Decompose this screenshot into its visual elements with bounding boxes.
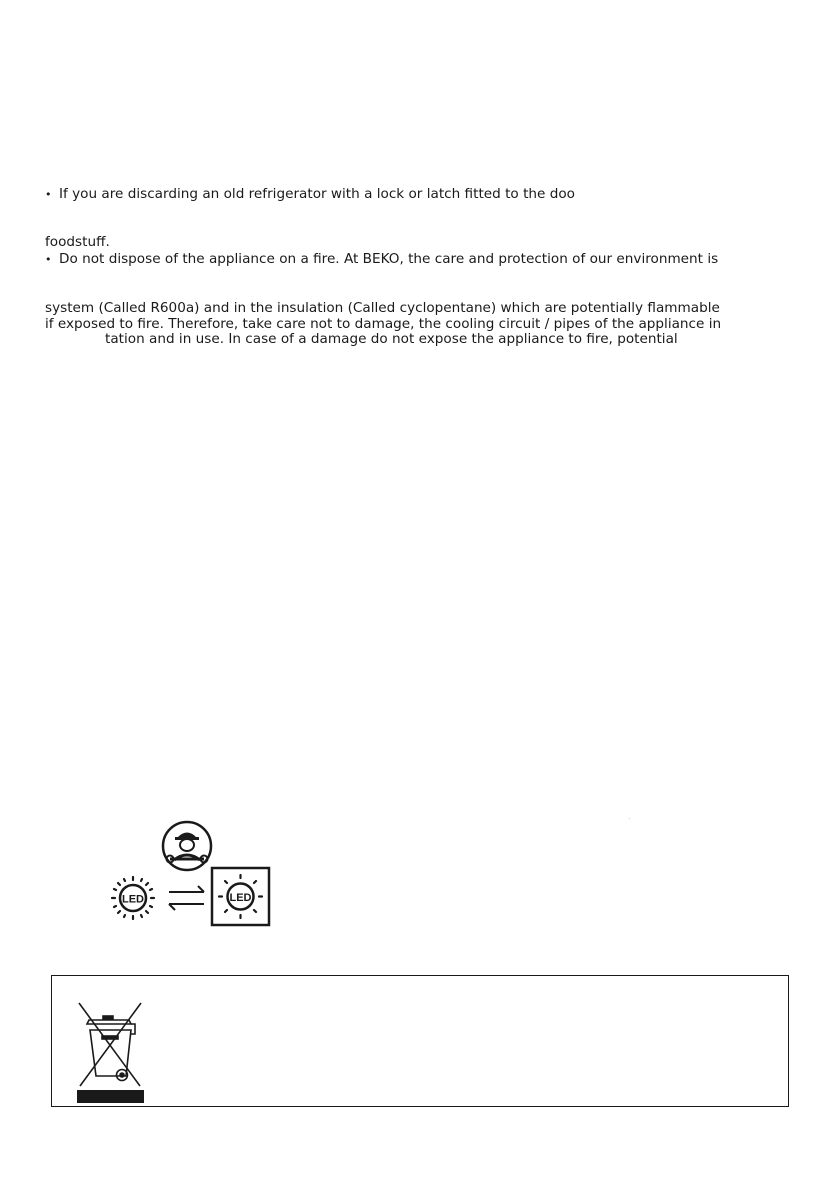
- text-discard-lock: If you are discarding an old refrigerator with a lock or latch fitted to the doo: [59, 186, 575, 202]
- swap-arrows-icon: [169, 886, 204, 910]
- crossed-out-wheelie-bin-icon: [74, 1000, 146, 1104]
- led-right-label: LED: [229, 892, 252, 904]
- stray-dot: [629, 818, 630, 819]
- text-foodstuff: foodstuff.: [45, 234, 110, 250]
- led-left-label: LED: [122, 893, 144, 906]
- technician-wrench-icon: [163, 822, 211, 870]
- text-tation-in-use: [45, 331, 678, 348]
- led-service-icons: [100, 818, 280, 933]
- led-module-icon: [212, 868, 269, 925]
- led-bulb-icon: [112, 877, 154, 919]
- text-fire-warning: Do not dispose of the appliance on a fire. At BEKO, the care and protection of our environment is: [59, 251, 719, 267]
- weee-disposal-box: [51, 975, 789, 1107]
- bullet-line-fire: [45, 251, 718, 268]
- text-exposed-to-fire: if exposed to fire. Therefore, take care not to damage, the cooling circuit / pipes of the appliance in: [45, 316, 722, 332]
- bullet-line-discard-lock: [45, 186, 575, 203]
- bullet-mark: •: [45, 188, 52, 201]
- bullet-mark: •: [45, 253, 52, 266]
- text-tation: tation and in use. In case of a damage do not expose the appliance to fire, potential: [105, 331, 678, 347]
- text-refrigerant-system: system (Called R600a) and in the insulation (Called cyclopentane) which are potentially flammable: [45, 300, 720, 316]
